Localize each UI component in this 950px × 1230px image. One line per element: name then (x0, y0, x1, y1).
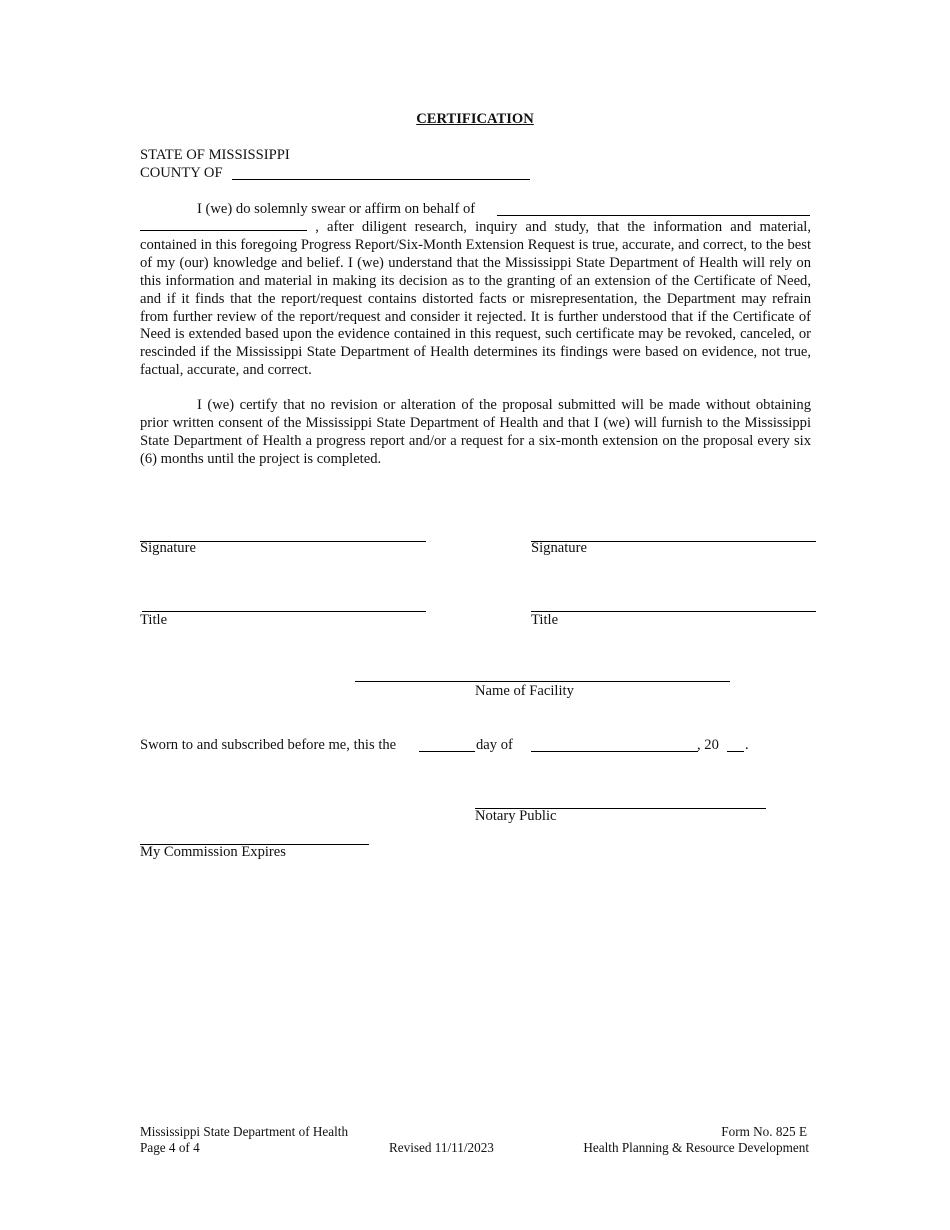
paragraph2-text: I (we) certify that no revision or alteration of the proposal submitted will be made without obtaining prior written consent of the Mississippi State Department of Health and that I (we) will furnish to the Mississippi State Department of Health a progress report and/or a request for a six-month extension on the proposal every six (6) months until the project is completed. (140, 397, 811, 467)
footer-org: Mississippi State Department of Health (140, 1124, 349, 1139)
day-of-label: day of (476, 737, 513, 753)
year-prefix: , 20 (697, 737, 719, 753)
notary-label: Notary Public (475, 808, 557, 824)
facility-label: Name of Facility (475, 683, 574, 699)
month-field[interactable] (531, 751, 698, 752)
sworn-lead: Sworn to and subscribed before me, this the (140, 737, 397, 753)
footer-page: Page 4 of 4 (140, 1140, 200, 1155)
year-field[interactable] (727, 751, 744, 752)
facility-name-line[interactable] (355, 681, 730, 682)
behalf-of-field-continued[interactable] (140, 218, 307, 231)
footer-form-number: Form No. 825 E (721, 1124, 807, 1139)
paragraph1-lead: I (we) do solemnly swear or affirm on behalf of (197, 201, 476, 217)
footer-division: Health Planning & Resource Development (583, 1140, 809, 1155)
county-field[interactable] (232, 179, 530, 180)
paragraph2 (140, 397, 811, 469)
footer-revised: Revised 11/11/2023 (389, 1140, 494, 1155)
paragraph1-body (140, 218, 811, 380)
title-right-label: Title (531, 612, 559, 628)
title-left-label: Title (140, 612, 168, 628)
page-title: CERTIFICATION (416, 111, 534, 127)
commission-label: My Commission Expires (140, 844, 286, 860)
sworn-period: . (745, 737, 749, 753)
paragraph1-text: , after diligent research, inquiry and study, that the information and material, contained in this foregoing Progress Report/Six-Month Extension Request is true, accurate, and correct, to the best of my (our) knowledge and belief. I (we) understand that the Mississippi State Department of Health will rely on this information and material in making its decision as to the granting of an extension of the Certificate of Need, and if it finds that the report/request contains distorted facts or misrepresentation, the Department may refrain from further review of the report/request and consider it rejected. It is further understood that if the Certificate of Need is extended based upon the evidence contained in this request, such certificate may be revoked, canceled, or rescinded if the Mississippi State Department of Health determines its findings were based on evidence, not true, factual, accurate, and correct. (140, 219, 812, 379)
signature-left-label: Signature (140, 540, 196, 556)
title-left-line[interactable] (142, 611, 426, 612)
behalf-of-field[interactable] (497, 215, 810, 216)
day-field[interactable] (419, 751, 475, 752)
state-line: STATE OF MISSISSIPPI (140, 147, 290, 163)
signature-right-label: Signature (531, 540, 587, 556)
title-right-line[interactable] (531, 611, 816, 612)
county-label: COUNTY OF (140, 165, 223, 181)
